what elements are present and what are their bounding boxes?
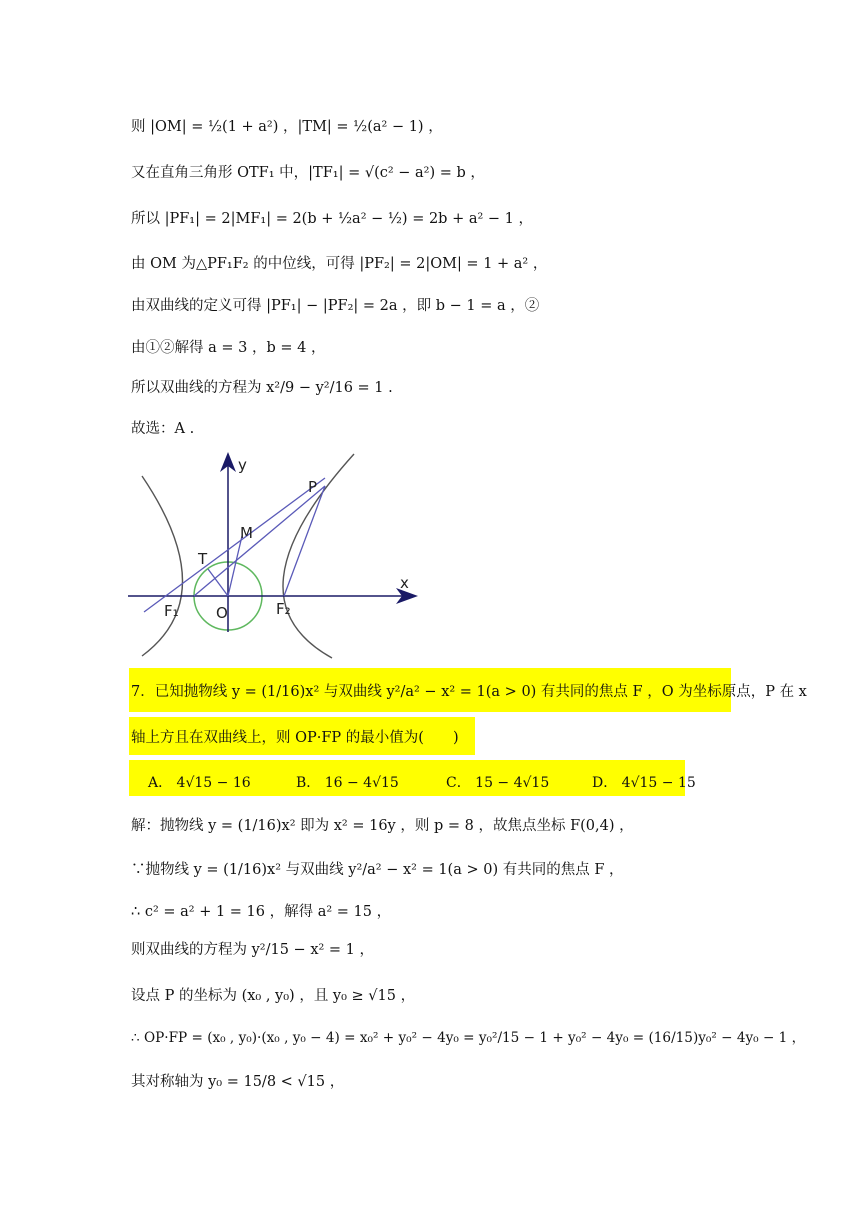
label-f2: F₂ [276,600,291,618]
solution-line-6: ∴ OP·FP = (x₀ , y₀)·(x₀ , y₀ − 4) = x₀² + y₀² − 4y₀ = y₀²/15 − 1 + y₀² − 4y₀ = (16/15)y₀² − 4y₀ − 1 ， [131,1030,806,1046]
text-line-8: 故选：A . [131,421,195,437]
label-p: P [308,478,318,496]
solution-line-7: 其对称轴为 y₀ = 15/8 < √15 ， [131,1074,345,1090]
question-line-1: 7．已知抛物线 y = (1/16)x² 与双曲线 y²/a² − x² = 1(a > 0) 有共同的焦点 F ，O 为坐标原点，P 在 x [131,684,807,700]
label-x: x [400,574,409,592]
hyperbola-left-branch [142,476,183,656]
question-line-2: 轴上方且在双曲线上，则 OP·FP 的最小值为( ) [131,730,459,746]
text-line-5: 由双曲线的定义可得 |PF₁| − |PF₂| = 2a ，即 b − 1 = a ，② [131,298,540,314]
option-a: A． 4√15 − 16 [148,775,251,791]
text-line-1: 则 |OM| = ½(1 + a²) ，|TM| = ½(a² − 1) ， [131,119,443,135]
label-f1: F₁ [164,602,179,620]
label-t: T [198,550,208,568]
option-d: D． 4√15 − 15 [592,775,696,791]
label-y: y [238,456,247,474]
label-m: M [240,524,253,542]
solution-line-3: ∴ c² = a² + 1 = 16 ，解得 a² = 15 ， [131,904,392,920]
hyperbola-figure [128,448,424,660]
label-o: O [216,604,228,622]
option-b: B． 16 − 4√15 [296,775,399,791]
text-line-6: 由①②解得 a = 3 ，b = 4 ， [131,340,326,356]
text-line-2: 又在直角三角形 OTF₁ 中，|TF₁| = √(c² − a²) = b ， [131,165,485,181]
segment-f1-p [194,486,325,596]
solution-line-4: 则双曲线的方程为 y²/15 − x² = 1 ， [131,942,375,958]
solution-line-2: ∵抛物线 y = (1/16)x² 与双曲线 y²/a² − x² = 1(a > 0) 有共同的焦点 F ， [131,862,624,878]
option-c: C． 15 − 4√15 [446,775,550,791]
hyperbola-right-branch [283,454,354,658]
text-line-7: 所以双曲线的方程为 x²/9 − y²/16 = 1 . [131,380,393,396]
solution-line-5: 设点 P 的坐标为 (x₀ , y₀) ，且 y₀ ≥ √15 ， [131,988,416,1004]
text-line-4: 由 OM 为△PF₁F₂ 的中位线，可得 |PF₂| = 2|OM| = 1 + a² ， [131,256,548,272]
tangent-line [144,478,325,612]
text-line-3: 所以 |PF₁| = 2|MF₁| = 2(b + ½a² − ½) = 2b + a² − 1 ， [131,211,533,227]
solution-line-1: 解：抛物线 y = (1/16)x² 即为 x² = 16y ，则 p = 8 ，故焦点坐标 F(0,4) ， [131,818,634,834]
